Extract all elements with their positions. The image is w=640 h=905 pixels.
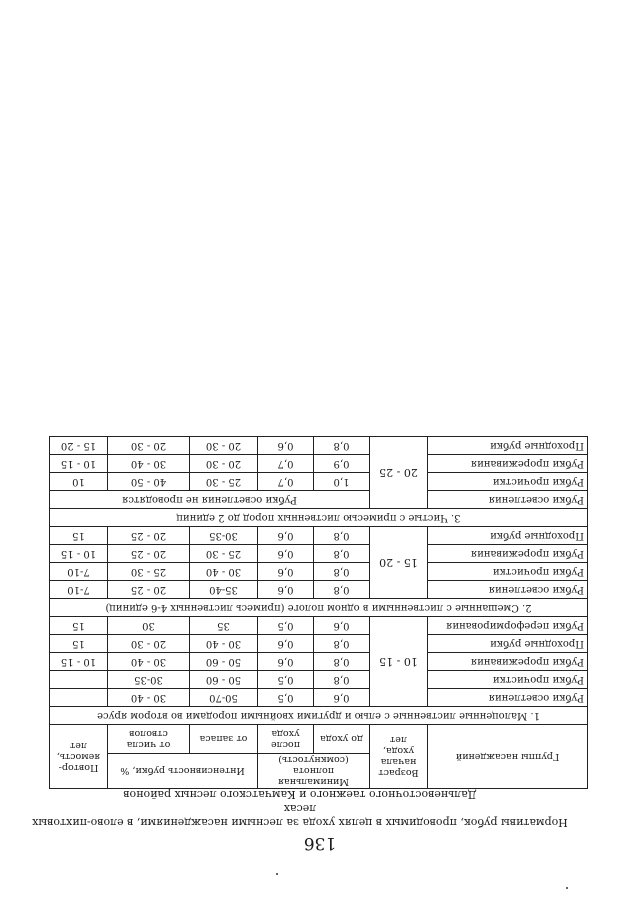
cell-int-stock: 30 - 40 xyxy=(190,563,258,581)
cell-min-before: 0,8 xyxy=(314,437,370,455)
table-row xyxy=(50,581,588,599)
cell-min-before: 0,6 xyxy=(314,689,370,707)
cell-note: Рубки осветления не проводятся xyxy=(50,491,370,509)
table-row xyxy=(50,455,588,473)
header-min-before: до ухода xyxy=(314,725,370,754)
caption-line-1: Нормативы рубок, проводимых в целях ухода за лесными насаждениями, в елово-пихтовых лесах xyxy=(32,802,568,829)
cell-int-trees: 25 - 30 xyxy=(108,563,190,581)
cell-int-stock: 30 - 40 xyxy=(190,635,258,653)
cell-group: Рубки прореживания xyxy=(428,455,588,473)
cell-min-before: 0,6 xyxy=(314,617,370,635)
table-row xyxy=(50,473,588,491)
cell-min-before: 0,8 xyxy=(314,527,370,545)
table-row xyxy=(50,545,588,563)
cell-group: Проходные рубки xyxy=(428,527,588,545)
cell-min-after: 0,5 xyxy=(258,689,314,707)
cell-int-stock: 50 - 60 xyxy=(190,653,258,671)
cell-repeat: 10 - 15 xyxy=(50,545,108,563)
cell-age: 10 - 15 xyxy=(370,617,428,707)
cell-min-before: 0,8 xyxy=(314,635,370,653)
cell-repeat xyxy=(50,671,108,689)
cell-min-after: 0,6 xyxy=(258,581,314,599)
cell-int-trees: 40 - 50 xyxy=(108,473,190,491)
cell-repeat: 10 - 15 xyxy=(50,455,108,473)
cell-repeat: 10 - 15 xyxy=(50,653,108,671)
table-row xyxy=(50,653,588,671)
cell-repeat: 15 - 20 xyxy=(50,437,108,455)
cell-group: Рубки осветления xyxy=(428,581,588,599)
section-row xyxy=(50,509,588,527)
section-title: 2. Смешанные с лиственными в одном пологе (примесь лиственных 4-6 единиц) xyxy=(50,599,588,617)
table-caption xyxy=(20,787,580,829)
table-row xyxy=(50,563,588,581)
section-title: 1. Малоценные лиственные с елью и другими хвойными породами во втором ярусе xyxy=(50,707,588,725)
cell-age: 20 - 25 xyxy=(370,437,428,509)
cell-group: Рубки прореживания xyxy=(428,653,588,671)
cell-min-after: 0,5 xyxy=(258,671,314,689)
cell-int-trees: 20 - 25 xyxy=(108,527,190,545)
cell-int-trees: 30 xyxy=(108,617,190,635)
cell-repeat: 15 xyxy=(50,527,108,545)
cell-min-after: 0,6 xyxy=(258,527,314,545)
cell-min-after: 0,6 xyxy=(258,653,314,671)
table-row xyxy=(50,527,588,545)
header-repeat: Повтор-яемость, лет xyxy=(50,725,108,789)
cell-int-trees: 30-35 xyxy=(108,671,190,689)
header-intensity: Интенсивность рубки, % xyxy=(108,754,258,789)
page-number: 136 xyxy=(303,833,337,853)
cell-int-trees: 20 - 25 xyxy=(108,581,190,599)
cell-repeat: 7-10 xyxy=(50,581,108,599)
cell-int-stock: 35-40 xyxy=(190,581,258,599)
table-row xyxy=(50,437,588,455)
cell-repeat: 10 xyxy=(50,473,108,491)
table-body xyxy=(50,437,588,725)
table-row xyxy=(50,491,588,509)
header-age: Возраст начала ухода, лет xyxy=(370,725,428,789)
cell-int-stock: 25 - 30 xyxy=(190,473,258,491)
caption-line-2: Дальневосточного таежного и Камчатского лесных районов xyxy=(123,788,477,801)
cell-int-stock: 50 - 60 xyxy=(190,671,258,689)
cell-int-stock: 30-35 xyxy=(190,527,258,545)
cell-min-before: 0,9 xyxy=(314,455,370,473)
section-row xyxy=(50,707,588,725)
cell-int-trees: 30 - 40 xyxy=(108,455,190,473)
table-row xyxy=(50,689,588,707)
cell-int-trees: 20 - 25 xyxy=(108,545,190,563)
cell-min-after: 0,6 xyxy=(258,437,314,455)
cell-min-after: 0,7 xyxy=(258,473,314,491)
cell-min-before: 0,8 xyxy=(314,563,370,581)
cell-min-after: 0,5 xyxy=(258,617,314,635)
cell-int-stock: 25 - 30 xyxy=(190,545,258,563)
cell-int-stock: 20 - 30 xyxy=(190,455,258,473)
cell-int-trees: 30 - 40 xyxy=(108,653,190,671)
cell-min-after: 0,7 xyxy=(258,455,314,473)
section-row xyxy=(50,599,588,617)
cell-min-before: 0,8 xyxy=(314,581,370,599)
cell-group: Рубки прочистки xyxy=(428,563,588,581)
section-title: 3. Чистые с примесью лиственных пород до 2 единиц xyxy=(50,509,588,527)
header-min-density: Минимальная полнота (сомкнутость) xyxy=(258,754,370,789)
header-int-trees: от числа стволов xyxy=(108,725,190,754)
cell-group: Рубки прочистки xyxy=(428,473,588,491)
cell-group: Рубки осветления xyxy=(428,689,588,707)
cell-age: 15 - 20 xyxy=(370,527,428,599)
cell-int-stock: 20 - 30 xyxy=(190,437,258,455)
cell-repeat: 15 xyxy=(50,635,108,653)
cell-group: Проходные рубки xyxy=(428,437,588,455)
cell-int-trees: 30 - 40 xyxy=(108,689,190,707)
cell-min-after: 0,6 xyxy=(258,545,314,563)
table-row xyxy=(50,671,588,689)
scan-speck xyxy=(276,873,278,875)
cell-min-before: 0,8 xyxy=(314,545,370,563)
cell-int-stock: 50-70 xyxy=(190,689,258,707)
cell-int-trees: 20 - 30 xyxy=(108,635,190,653)
cell-int-trees: 20 - 30 xyxy=(108,437,190,455)
cell-repeat: 15 xyxy=(50,617,108,635)
cell-min-after: 0,6 xyxy=(258,563,314,581)
scan-speck xyxy=(566,887,568,889)
table-row xyxy=(50,617,588,635)
cell-min-before: 1,0 xyxy=(314,473,370,491)
cell-repeat: 7-10 xyxy=(50,563,108,581)
cell-min-before: 0,8 xyxy=(314,671,370,689)
cell-group: Рубки прореживания xyxy=(428,545,588,563)
cell-min-after: 0,6 xyxy=(258,635,314,653)
cell-repeat xyxy=(50,689,108,707)
norms-table xyxy=(49,436,588,789)
cell-group: Рубки прочистки xyxy=(428,671,588,689)
header-min-after: после ухода xyxy=(258,725,314,754)
cell-group: Проходные рубки xyxy=(428,635,588,653)
table-row xyxy=(50,635,588,653)
cell-group: Рубки переформирования xyxy=(428,617,588,635)
header-group: Группы насаждений xyxy=(428,725,588,789)
cell-min-before: 0,8 xyxy=(314,653,370,671)
cell-group: Рубки осветления xyxy=(428,491,588,509)
header-int-stock: от запаса xyxy=(190,725,258,754)
cell-int-stock: 35 xyxy=(190,617,258,635)
